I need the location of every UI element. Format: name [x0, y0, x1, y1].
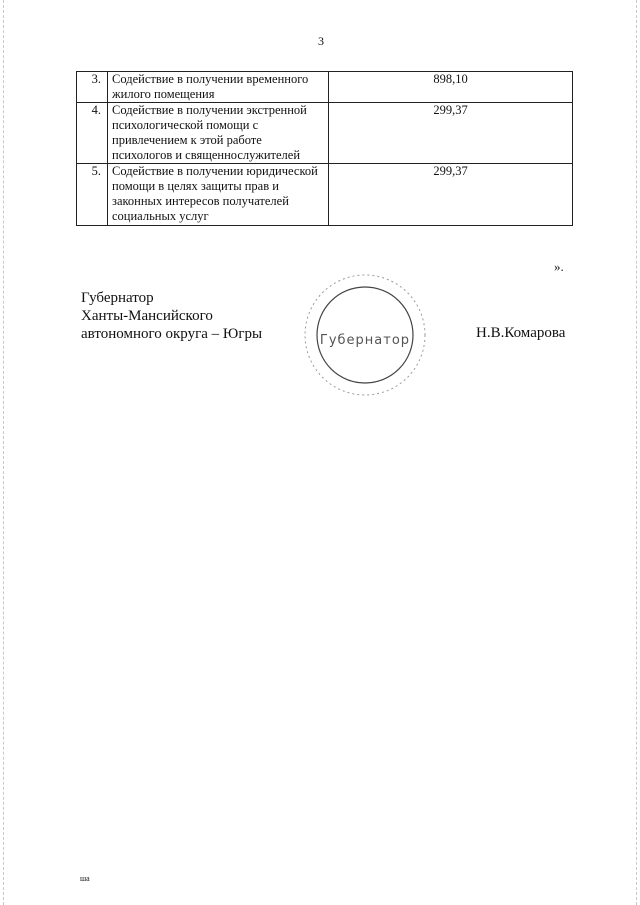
service-name: Содействие в получении юридической помощи в целях защиты прав и законных интересов получателей социальных услуг: [108, 164, 329, 226]
row-number: 5.: [77, 164, 108, 226]
signatory-name: Н.В.Комарова: [476, 325, 566, 341]
services-price-table: [76, 71, 573, 226]
signatory-title-line: Ханты-Мансийского: [81, 308, 213, 324]
table-row: [77, 72, 573, 103]
stamp-text: Губернатор: [319, 333, 411, 348]
service-name: Содействие в получении экстренной психологической помощи с привлечением к этой работе психологов и священнослужителей: [108, 103, 329, 164]
service-price: 299,37: [329, 103, 573, 164]
signatory-title-line: Губернатор: [81, 290, 154, 306]
page-number: 3: [318, 34, 324, 48]
closing-quote: ».: [554, 259, 564, 274]
service-name: Содействие в получении временного жилого помещения: [108, 72, 329, 103]
table-row: [77, 103, 573, 164]
table-row: [77, 164, 573, 226]
row-number: 4.: [77, 103, 108, 164]
row-number: 3.: [77, 72, 108, 103]
service-price: 898,10: [329, 72, 573, 103]
scan-edge-right: [636, 0, 637, 905]
footer-code: ша: [80, 874, 90, 883]
signatory-title: [81, 289, 262, 343]
scan-edge-left: [3, 0, 4, 905]
service-price: 299,37: [329, 164, 573, 226]
signatory-title-line: автономного округа – Югры: [81, 326, 263, 342]
governor-seal-stamp: [300, 270, 430, 400]
